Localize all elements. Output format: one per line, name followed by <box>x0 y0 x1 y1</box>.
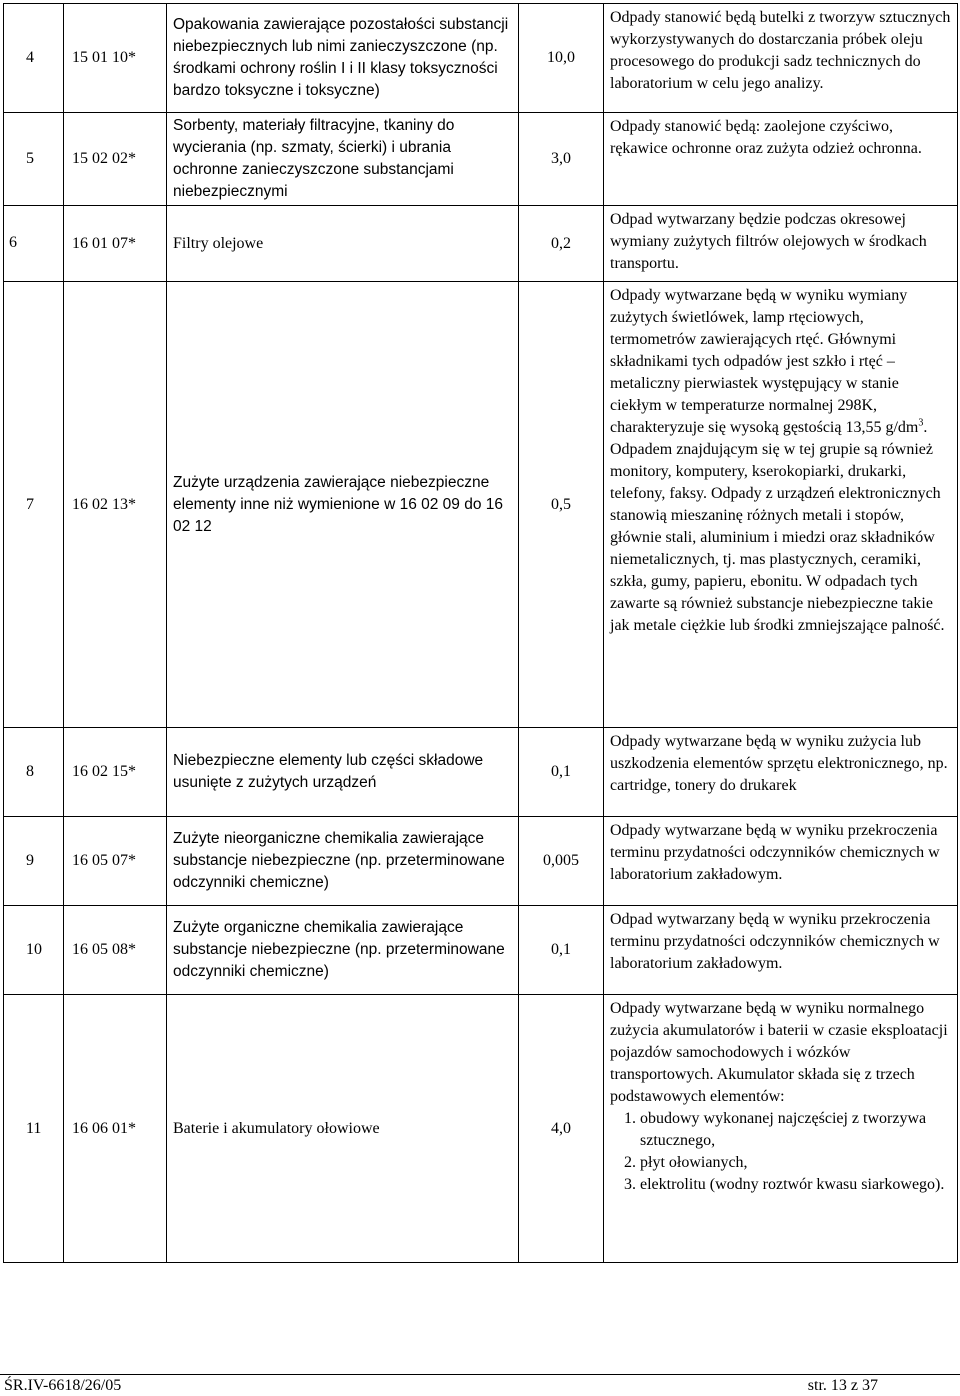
waste-name: Sorbenty, materiały filtracyjne, tkaniny do wycierania (np. szmaty, ścierki) i ubrania ochronne zanieczyszczone substancjami niebezpiecznymi <box>167 113 519 206</box>
waste-quantity: 0,005 <box>519 817 604 906</box>
waste-code: 15 02 02* <box>64 113 167 206</box>
waste-quantity: 0,1 <box>519 728 604 817</box>
list-item: 3. elektrolitu (wodny roztwór kwasu siarkowego). <box>640 1174 953 1196</box>
waste-table <box>3 3 958 1263</box>
waste-code: 16 05 08* <box>64 906 167 995</box>
table-row <box>4 113 958 206</box>
table-row <box>4 4 958 113</box>
waste-quantity: 3,0 <box>519 113 604 206</box>
row-number: 7 <box>4 282 64 728</box>
waste-code: 15 01 10* <box>64 4 167 113</box>
waste-name: Zużyte nieorganiczne chemikalia zawierające substancje niebezpieczne (np. przeterminowane odczynniki chemiczne) <box>167 817 519 906</box>
page-number: str. 13 z 37 <box>807 1377 878 1394</box>
table-row <box>4 728 958 817</box>
description-text: Odpady wytwarzane będą w wyniku wymiany zużytych świetlówek, lamp rtęciowych, termometrów zawierających rtęć. Głównymi składnikami tych odpadów jest szkło i rtęć – metaliczny pierwiastek występujący w stanie ciekłym w temperaturze normalnej 298K, charakteryzuje się wysoką gęstością 13,55 g/dm <box>610 287 919 436</box>
waste-description: Odpady wytwarzane będą w wyniku zużycia lub uszkodzenia elementów sprzętu elektronicznego, np. cartridge, tonery do drukarek <box>604 728 958 817</box>
row-number: 6 <box>4 206 64 282</box>
row-number: 4 <box>4 4 64 113</box>
waste-description: Odpady wytwarzane będą w wyniku przekroczenia terminu przydatności odczynników chemicznych w laboratorium zakładowym. <box>604 817 958 906</box>
superscript: 3 <box>918 417 924 429</box>
waste-quantity: 10,0 <box>519 4 604 113</box>
waste-code: 16 06 01* <box>64 995 167 1263</box>
waste-code: 16 02 13* <box>64 282 167 728</box>
table-row <box>4 817 958 906</box>
table-row <box>4 206 958 282</box>
waste-name: Niebezpieczne elementy lub części składowe usunięte z zużytych urządzeń <box>167 728 519 817</box>
row-number: 5 <box>4 113 64 206</box>
waste-description <box>604 995 958 1263</box>
table-row <box>4 282 958 728</box>
waste-description: Odpad wytwarzany będą w wyniku przekroczenia terminu przydatności odczynników chemicznych w laboratorium zakładowym. <box>604 906 958 995</box>
list-item: 1. obudowy wykonanej najczęściej z tworzywa sztucznego, <box>640 1108 953 1152</box>
components-list <box>610 1108 953 1196</box>
waste-name: Opakowania zawierające pozostałości substancji niebezpiecznych lub nimi zanieczyszczone (np. środkami ochrony roślin I i II klasy toksyczności bardzo toksyczne i toksyczne) <box>167 4 519 113</box>
waste-quantity: 0,1 <box>519 906 604 995</box>
waste-name: Zużyte urządzenia zawierające niebezpieczne elementy inne niż wymienione w 16 02 09 do 16 02 12 <box>167 282 519 728</box>
waste-description: Odpady stanowić będą butelki z tworzyw sztucznych wykorzystywanych do dostarczania próbek oleju procesowego do produkcji sadz technicznych do laboratorium w celu jego analizy. <box>604 4 958 113</box>
table-row <box>4 995 958 1263</box>
waste-description: Odpad wytwarzany będzie podczas okresowej wymiany zużytych filtrów olejowych w środkach transportu. <box>604 206 958 282</box>
page-footer <box>0 1374 960 1395</box>
waste-code: 16 02 15* <box>64 728 167 817</box>
waste-description <box>604 282 958 728</box>
row-number: 9 <box>4 817 64 906</box>
waste-quantity: 0,2 <box>519 206 604 282</box>
waste-description: Odpady stanowić będą: zaolejone czyściwo, rękawice ochronne oraz zużyta odzież ochronna. <box>604 113 958 206</box>
list-item: 2. płyt ołowianych, <box>640 1152 953 1174</box>
description-text: Odpady wytwarzane będą w wyniku normalnego zużycia akumulatorów i baterii w czasie eksploatacji pojazdów samochodowych i wózków transportowych. Akumulator składa się z trzech podstawowych elementów: <box>610 1000 948 1105</box>
waste-code: 16 05 07* <box>64 817 167 906</box>
waste-quantity: 4,0 <box>519 995 604 1263</box>
row-number: 10 <box>4 906 64 995</box>
waste-name: Filtry olejowe <box>167 206 519 282</box>
table-row <box>4 906 958 995</box>
row-number: 11 <box>4 995 64 1263</box>
waste-code: 16 01 07* <box>64 206 167 282</box>
waste-quantity: 0,5 <box>519 282 604 728</box>
description-text: . Odpadem znajdującym się w tej grupie są również monitory, komputery, kserokopiarki, drukarki, telefony, faksy. Odpady z urządzeń elektronicznych stanowią mieszaninę różnych metali i stopów, głównie stali, aluminium i miedzi oraz składników niemetalicznych, tj. mas plastycznych, ceramiki, szkła, gumy, papieru, ebonitu. W odpadach tych zawarte są również substancje niebezpieczne takie jak metale ciężkie lub środki zmniejszające palność. <box>610 419 945 634</box>
row-number: 8 <box>4 728 64 817</box>
document-reference: ŚR.IV-6618/26/05 <box>4 1377 122 1394</box>
waste-name: Zużyte organiczne chemikalia zawierające substancje niebezpieczne (np. przeterminowane odczynniki chemiczne) <box>167 906 519 995</box>
waste-name: Baterie i akumulatory ołowiowe <box>167 995 519 1263</box>
